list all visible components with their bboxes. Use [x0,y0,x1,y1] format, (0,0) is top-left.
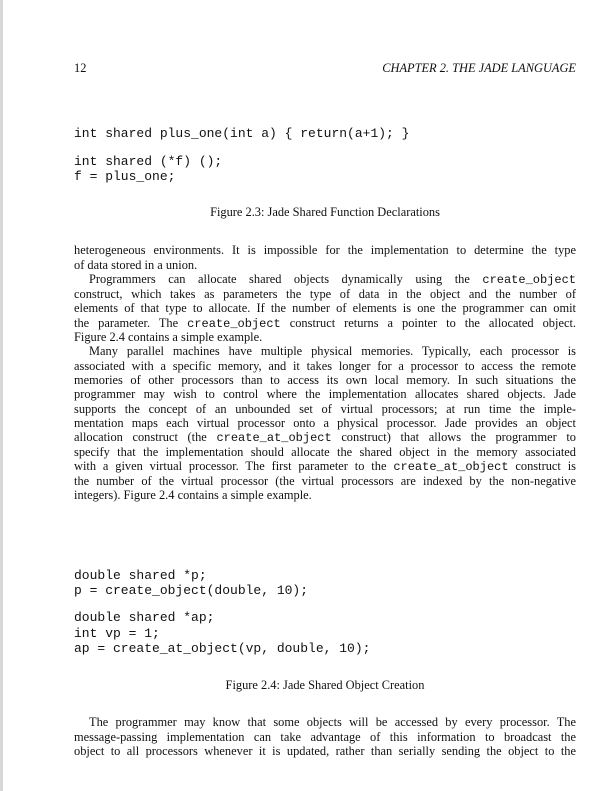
text: allocation construct (the [74,430,207,444]
text: Programmers can allocate shared objects dynamically using the [89,272,470,286]
text: construct returns a pointer to the allocated object. [289,316,576,330]
text: construct is [515,459,576,473]
text-line: elements of that type to allocate. If the number of elements is one the programmer can omit [74,301,576,315]
code-inline: create_at_object [393,460,509,474]
text-line: programmer may wish to control where the implementation allocates shared objects. Jade [74,387,576,401]
figure-caption: Figure 2.3: Jade Shared Function Declarations [210,205,440,219]
text-line: associated with a specific memory, and it takes longer for a processor to access the remote [74,359,576,373]
code-line: f = plus_one; [74,169,176,184]
running-header: CHAPTER 2. THE JADE LANGUAGE [382,61,576,75]
code-line: int shared plus_one(int a) { return(a+1); } [74,126,410,141]
code-line: double shared *ap; [74,610,215,625]
code-line: int shared (*f) (); [74,154,223,169]
text-line: specify that the implementation should allocate the shared object in the memory associated [74,445,576,459]
text-line: the number of the virtual processor (the virtual processors are indexed by the non-negative [74,474,576,488]
text-line: construct, which takes as parameters the type of data in the object and the number of [74,287,576,301]
code-line: int vp = 1; [74,626,160,641]
text-line: memories of other processors than to access its own local memory. In such situations the [74,373,576,387]
text: with a given virtual processor. The first parameter to the [74,459,387,473]
text-line: of data stored in a union. [74,258,198,272]
code-line: double shared *p; [74,568,207,583]
text-line: mentation maps each virtual processor onto a physical processor. Jade provides an object [74,416,576,430]
text-line: object to all processors whenever it is updated, rather than serially sending the object to the [74,744,576,758]
code-inline: create_object [482,273,576,287]
text-line [74,430,576,445]
text-line: supports the concept of an unbounded set of virtual processors; at run time the imple- [74,402,576,416]
text-line [74,316,576,331]
text-line [74,272,576,287]
scan-edge [0,0,3,791]
text-line: Figure 2.4 contains a simple example. [74,330,263,344]
text-line: heterogeneous environments. It is impossible for the implementation to determine the type [74,243,576,257]
text-line [74,459,576,474]
text: construct) that allows the programmer to [341,430,576,444]
code-line: ap = create_at_object(vp, double, 10); [74,641,371,656]
code-inline: create_object [187,317,281,331]
page-number: 12 [74,61,87,75]
text: the parameter. The [74,316,179,330]
text-line: Many parallel machines have multiple physical memories. Typically, each processor is [89,344,576,358]
text-line: integers). Figure 2.4 contains a simple example. [74,488,312,502]
code-line: p = create_object(double, 10); [74,583,309,598]
text-line: The programmer may know that some objects will be accessed by every processor. The [89,715,576,729]
code-inline: create_at_object [216,431,332,445]
figure-caption: Figure 2.4: Jade Shared Object Creation [225,678,425,692]
text-line: message-passing implementation can take advantage of this information to broadcast the [74,730,576,744]
